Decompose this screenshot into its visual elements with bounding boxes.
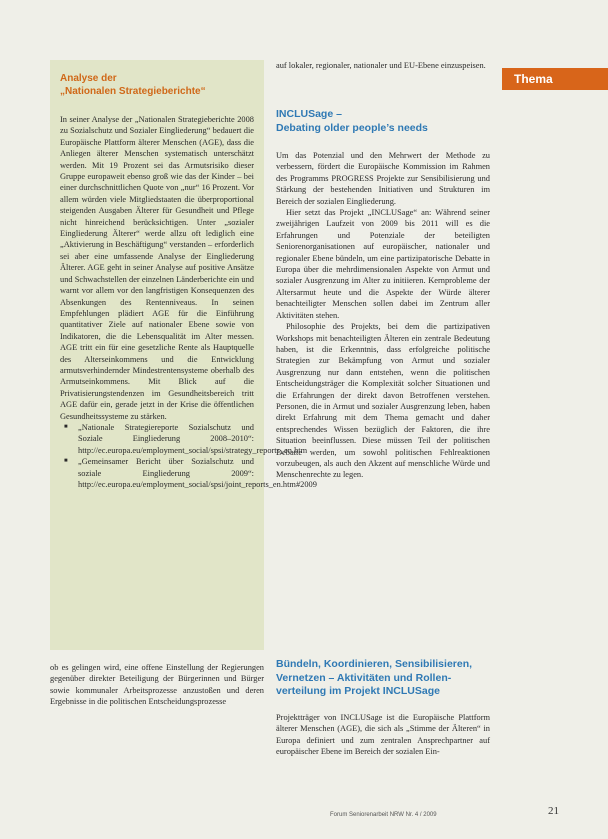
sidebar-title-line2: „Nationalen Strategieberichte“: [60, 86, 206, 97]
section1-paragraph: Hier setzt das Projekt „INCLUSage“ an: Während seiner zweijährigen Laufzeit von 2009 bis 2011 will es die Erfahrungen und Potenziale der beteiligten Seniorenorganisationen auf europäischer, nationaler und regionaler Ebene bündeln, um eine partizipatorische Debatte in Europa über die mehrdimensionalen Aspekte von Armut und sozialer Ausgrenzung im Alter zu initiieren. Kernprobleme der Altersarmut heute und die Aspekte der Würde älterer benachteiligter Menschen sollen dabei im Zentrum aller Aktivitäten stehen.: [276, 208, 490, 320]
left-bottom-paragraph: ob es gelingen wird, eine offene Einstellung der Regierungen gegenüber direkter Beteiligung der Bürgerinnen und Bürger sowie kommunaler Arbeitsprozesse anzustoßen und deren Ergebnisse in die politischen Entscheidungsprozesse: [50, 663, 264, 707]
sidebar-list: [60, 422, 317, 490]
section2-paragraph: Projektträger von INCLUSage ist die Europäische Plattform älterer Menschen (AGE), die sich als „Stimme der Älteren“ in Europa definiert und zum zentralen Ansprechpartner auf europäischer Ebene im Bereich der sozialen Ein-: [276, 713, 490, 757]
section2-text: [276, 712, 490, 758]
right-top-paragraph: auf lokaler, regionaler, nationaler und EU-Ebene einzuspeisen.: [276, 61, 486, 70]
section1-paragraph: Philosophie des Projekts, bei dem die partizipativen Workshops mit benachteiligten Älteren ein zentrale Bedeutung haben, ist die Erkenntnis, dass erfolgreiche politische Strategien zur Bekämpfung von Armut und sozialer Ausgrenzung nur dann entstehen, wenn die politischen Entscheidungsträger die Komplexität solcher Situationen und die Erfahrungen der direkt davon Betroffenen verstehen. Personen, die in Armut und sozialer Ausgrenzung leben, haben direkt Erfahrung mit dem Thema gemacht und daher entsprechendes Wissen bezüglich der Faktoren, die ihre Situation beeinflussen. Diese müssen Teil der politischen Debatte werden, um sowohl politischen Fehlreaktionen vorzubeugen, als auch den Akzent auf menschliche Würde und Menschenrechte zu legen.: [276, 322, 490, 480]
sidebar-title-line1: Analyse der: [60, 73, 117, 84]
sidebar-body: In seiner Analyse der „Nationalen Strategieberichte 2008 zu Sozialschutz und Sozialer Eingliederung“ bedauert die Europäische Plattform älterer Menschen (AGE), dass die Anliegen älterer Menschen systematisch unterschätzt werden. Mit 19 Prozent sei das Armutsrisiko dieser Gruppe europaweit ebenso groß wie das der Kinder – bei einer durchschnittlichen Quote von „nur“ 16 Prozent. Vor allem würden viele Mitgliedstaaten die überproportional steigenden Ausgaben Älterer für Gesundheit und Pflege nicht hinreichend berücksichtigen. Unter „sozialer Eingliederung Älterer“ werde allzu oft lediglich eine „Aktivierung in Beschäftigung“ verstanden – erforderlich sei aber eine umfassende Analyse der Eingliederung Älterer. AGE geht in seiner Analyse auf positive Ansätze und Schwachstellen der einzelnen Länderberichte ein und warnt vor allem vor den langfristigen Konsequenzen des Absenkungen des Rentenniveaus. In seinen Empfehlungen plädiert AGE für die Einführung quantitativer Ziele auf nationaler Ebene sowie von Indikatoren, die die Lebensqualität im Alter messen. AGE tritt ein für eine gesetzliche Rente als Hauptquelle des Alterseinkommens und die Entwicklung armutsverhindernder Mindestrentensysteme oberhalb des Armutseinkommens. Mit Blick auf die Privatisierungstendenzen im Gesundheitsbereich tritt AGE dafür ein, gerade jetzt in der Krise die öffentlichen Gesundheitssysteme zu stärken.: [60, 115, 254, 421]
list-item: ■ „Nationale Strategiereporte Sozialschutz und Soziale Eingliederung 2008–2010“: http://ec.europa.eu/employment_social/spsi/strategy_reports_en.htm: [70, 422, 254, 456]
section1-text: [276, 150, 490, 481]
section2-title-line2: Vernetzen – Aktivitäten und Rollen-: [276, 671, 452, 684]
left-column-bottom: [50, 662, 264, 708]
section2-title-line1: Bündeln, Koordinieren, Sensibilisieren,: [276, 658, 473, 670]
section1-title: [276, 108, 428, 135]
page-number: 21: [548, 805, 559, 817]
section2-title-line3: verteilung im Projekt INCLUSage: [276, 685, 440, 697]
section1-paragraph: Um das Potenzial und den Mehrwert der Methode zu verbessern, fördert die Europäische Kommission im Rahmen des Programms PROGRESS Projekte zur Sensibilisierung und Stärkung der bestehenden Initiativen und Strukturen im Bereich der sozialen Eingliederung.: [276, 151, 490, 206]
section-tab: Thema: [502, 68, 608, 90]
section1-title-line1: INCLUSage –: [276, 108, 342, 120]
section1-title-line2: Debating older people’s needs: [276, 121, 428, 134]
list-item: ■ „Gemeinsamer Bericht über Sozialschutz und soziale Eingliederung 2009“: http://ec.europa.eu/employment_social/spsi/joint_reports_en.htm#2009: [70, 456, 254, 490]
right-column-top: [276, 60, 490, 71]
sidebar-title: [60, 72, 254, 98]
sidebar-text: [60, 114, 317, 490]
footer-text: Forum Seniorenarbeit NRW Nr. 4 / 2009: [330, 812, 437, 818]
section2-title: [276, 658, 506, 699]
